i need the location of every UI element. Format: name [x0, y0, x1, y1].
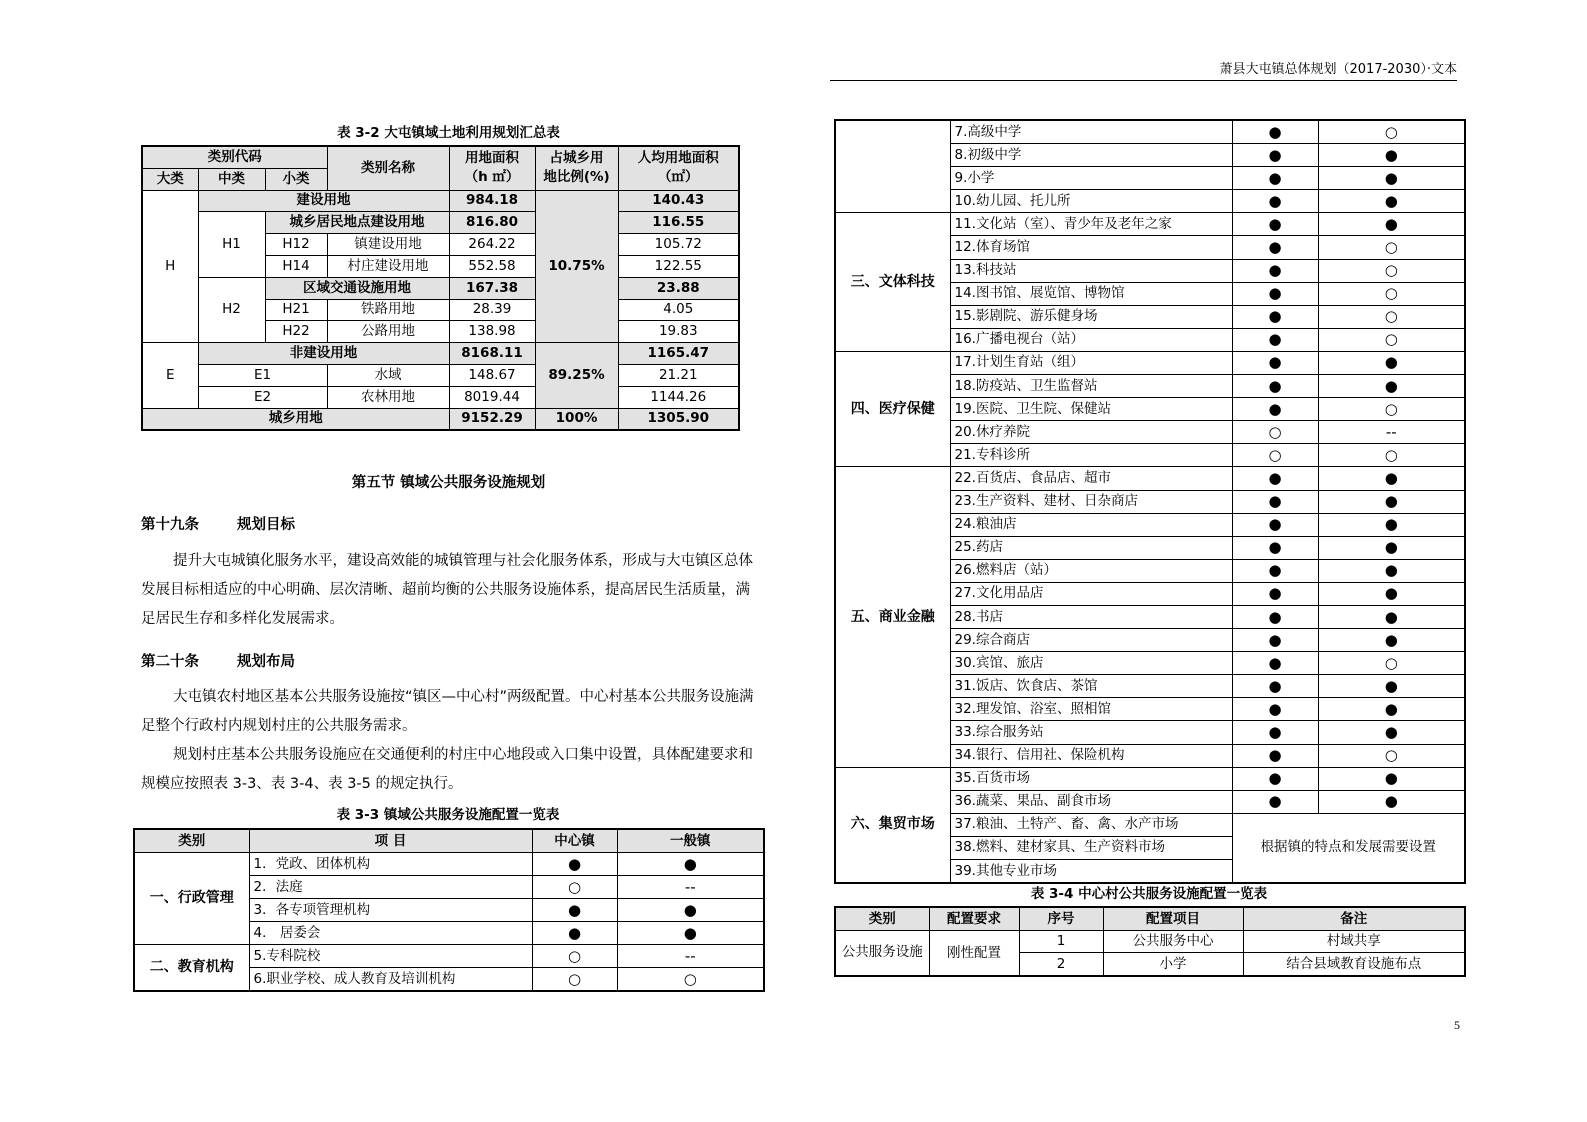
item-center: ●: [1232, 605, 1318, 628]
cell-total: 城乡用地: [142, 408, 449, 430]
item-general: ●: [617, 899, 764, 922]
th-ratio-label: 占城乡用: [549, 150, 604, 167]
item-name: 31.饭店、饮食店、茶馆: [950, 675, 1232, 698]
cell-E: E: [142, 343, 198, 408]
table-3-2-caption: 表 3-2 大屯镇域土地利用规划汇总表: [337, 125, 560, 141]
item-center: ●: [1232, 375, 1318, 398]
cell-H12-name: 镇建设用地: [327, 234, 449, 256]
item-general: ○: [1318, 328, 1465, 351]
item-name: 5.专科院校: [249, 945, 532, 968]
cell-H21: H21: [265, 299, 327, 321]
th-mid: 中类: [198, 168, 265, 190]
cell-total-area: 9152.29: [449, 408, 535, 430]
item-name: 16.广播电视台（站）: [950, 328, 1232, 351]
item-general: ●: [1318, 559, 1465, 582]
cell-total-ratio: 100%: [535, 408, 618, 430]
cell-E1: E1: [198, 364, 327, 386]
th-no: 序号: [1019, 907, 1103, 930]
cell-quyu-per: 23.88: [618, 277, 739, 299]
item-name: 27.文化用品店: [950, 582, 1232, 605]
page-number: 5: [1454, 1018, 1460, 1032]
item-name: 30.宾馆、旅店: [950, 652, 1232, 675]
item-center: ○: [532, 876, 617, 899]
item-center: ●: [1232, 213, 1318, 236]
th-minor: 小类: [265, 168, 327, 190]
item-name: 26.燃料店（站）: [950, 559, 1232, 582]
item-name: 3．各专项管理机构: [249, 899, 532, 922]
th-per: [618, 146, 739, 190]
article-20-title: 规划布局: [237, 654, 295, 670]
th-item: 项 目: [249, 829, 532, 853]
item-general: ○: [1318, 282, 1465, 305]
cell-H1: H1: [198, 212, 265, 277]
cell-no: 1: [1019, 930, 1103, 953]
item-center: ●: [1232, 675, 1318, 698]
cell-E2-area: 8019.44: [449, 386, 535, 408]
cell-H: H: [142, 190, 198, 343]
item-center: ●: [1232, 282, 1318, 305]
th-area-label: 用地面积: [465, 150, 520, 167]
cell-ratio-E: 89.25%: [535, 343, 618, 408]
item-name: 20.休疗养院: [950, 421, 1232, 444]
cell-H22-name: 公路用地: [327, 321, 449, 343]
item-general: ●: [1318, 536, 1465, 559]
cell-ratio-H: 10.75%: [535, 190, 618, 343]
item-center: ●: [1232, 467, 1318, 490]
item-name: 33.综合服务站: [950, 721, 1232, 744]
cell-req: 刚性配置: [929, 930, 1019, 976]
item-name: 15.影剧院、游乐健身场: [950, 305, 1232, 328]
item-general: ●: [1318, 629, 1465, 652]
cell-feijianshe: 非建设用地: [198, 343, 449, 365]
article-20: [141, 650, 295, 671]
cat-culture: 三、文体科技: [835, 213, 950, 352]
item-general: ○: [1318, 652, 1465, 675]
item-center: ●: [1232, 721, 1318, 744]
cell-feijianshe-area: 8168.11: [449, 343, 535, 365]
item-center: ●: [1232, 698, 1318, 721]
item-general: ●: [1318, 582, 1465, 605]
item-name: 23.生产资料、建材、日杂商店: [950, 490, 1232, 513]
cell-H21-name: 铁路用地: [327, 299, 449, 321]
cell-item: 公共服务中心: [1103, 930, 1243, 953]
cat-market: 六、集贸市场: [835, 767, 950, 883]
item-general: ●: [1318, 675, 1465, 698]
item-name: 12.体育场馆: [950, 236, 1232, 259]
cell-H14-name: 村庄建设用地: [327, 255, 449, 277]
item-name: 34.银行、信用社、保险机构: [950, 744, 1232, 767]
item-general: ●: [617, 922, 764, 945]
item-center: ●: [1232, 513, 1318, 536]
cell-H14-per: 122.55: [618, 255, 739, 277]
item-general: --: [1318, 421, 1465, 444]
cat-education-cont: [835, 120, 950, 213]
item-center: ○: [532, 945, 617, 968]
cell-H12: H12: [265, 234, 327, 256]
item-general: ●: [1318, 190, 1465, 213]
th-general: 一般镇: [617, 829, 764, 853]
paragraph-2: 大屯镇农村地区基本公共服务设施按“镇区—中心村”两级配置。中心村基本公共服务设施满足整个行政村内规划村庄的公共服务需求。: [141, 689, 754, 734]
item-center: ●: [1232, 328, 1318, 351]
item-general: --: [617, 945, 764, 968]
item-name: 24.粮油店: [950, 513, 1232, 536]
item-center: ●: [532, 853, 617, 876]
item-name: 32.理发馆、浴室、照相馆: [950, 698, 1232, 721]
item-name: 19.医院、卫生院、保健站: [950, 398, 1232, 421]
cell-note: 村域共享: [1243, 930, 1465, 953]
th-ratio: [535, 146, 618, 190]
item-general: ●: [1318, 721, 1465, 744]
item-center: ●: [1232, 305, 1318, 328]
item-general: ●: [1318, 213, 1465, 236]
item-general: ○: [1318, 259, 1465, 282]
cell-E1-name: 水域: [327, 364, 449, 386]
item-name: 18.防疫站、卫生监督站: [950, 375, 1232, 398]
item-center: ●: [1232, 767, 1318, 790]
item-center: ●: [1232, 490, 1318, 513]
item-general: ○: [1318, 744, 1465, 767]
cell-E2: E2: [198, 386, 327, 408]
item-center: ●: [1232, 351, 1318, 374]
table-3-2: [141, 145, 740, 431]
th-center: 中心镇: [532, 829, 617, 853]
item-name: 7.高级中学: [950, 120, 1232, 144]
item-general: ●: [1318, 605, 1465, 628]
item-general: ●: [1318, 513, 1465, 536]
cell-jm-area: 816.80: [449, 212, 535, 234]
item-center: ●: [532, 922, 617, 945]
item-name: 25.药店: [950, 536, 1232, 559]
cell-note: 结合县域教育设施布点: [1243, 953, 1465, 976]
th-note: 备注: [1243, 907, 1465, 930]
item-name: 9.小学: [950, 167, 1232, 190]
paragraph-3: 规划村庄基本公共服务设施应在交通便利的村庄中心地段或入口集中设置，具体配建要求和规模应按照表 3-3、表 3-4、表 3-5 的规定执行。: [141, 747, 753, 792]
item-name: 37.粮油、土特产、畜、禽、水产市场: [950, 813, 1232, 836]
item-general: ○: [1318, 236, 1465, 259]
item-center: ●: [1232, 790, 1318, 813]
item-name: 21.专科诊所: [950, 444, 1232, 467]
item-name: 39.其他专业市场: [950, 860, 1232, 884]
th-per-unit: （㎡）: [658, 169, 699, 186]
cell-no: 2: [1019, 953, 1103, 976]
item-name: 6.职业学校、成人教育及培训机构: [249, 968, 532, 992]
paragraph-1: 提升大屯城镇化服务水平，建设高效能的城镇管理与社会化服务体系，形成与大屯镇区总体发展目标相适应的中心明确、层次清晰、超前均衡的公共服务设施体系，提高居民生活质量，满足居民生存和多样化发展需求。: [141, 553, 753, 627]
item-general: --: [617, 876, 764, 899]
th-item: 配置项目: [1103, 907, 1243, 930]
article-20-num: 第二十条: [141, 654, 199, 670]
item-name: 14.图书馆、展览馆、博物馆: [950, 282, 1232, 305]
cell-E2-name: 农林用地: [327, 386, 449, 408]
cell-jianshe-area: 984.18: [449, 190, 535, 212]
header-rule: [830, 80, 1457, 81]
cell-H12-per: 105.72: [618, 234, 739, 256]
table-3-4: [834, 906, 1466, 977]
item-general: ●: [1318, 790, 1465, 813]
item-general: ●: [1318, 144, 1465, 167]
cell-H22-per: 19.83: [618, 321, 739, 343]
cell-item: 小学: [1103, 953, 1243, 976]
item-general: ○: [1318, 398, 1465, 421]
item-name: 36.蔬菜、果品、副食市场: [950, 790, 1232, 813]
cell-quyu: 区域交通设施用地: [265, 277, 449, 299]
th-code: 类别代码: [142, 146, 327, 168]
section-title: 第五节 镇域公共服务设施规划: [351, 475, 546, 491]
cell-H22: H22: [265, 321, 327, 343]
cell-quyu-area: 167.38: [449, 277, 535, 299]
cell-H21-per: 4.05: [618, 299, 739, 321]
item-center: ○: [532, 968, 617, 992]
item-general: ○: [1318, 305, 1465, 328]
table-3-3-continued: [834, 119, 1466, 884]
cell-E1-area: 148.67: [449, 364, 535, 386]
cell-jm: 城乡居民地点建设用地: [265, 212, 449, 234]
article-19: [141, 513, 295, 534]
item-name: 8.初级中学: [950, 144, 1232, 167]
item-center: ●: [1232, 259, 1318, 282]
th-area-unit: （h ㎡）: [464, 169, 520, 186]
cell-H14: H14: [265, 255, 327, 277]
item-center: ●: [1232, 144, 1318, 167]
item-name: 1．党政、团体机构: [249, 853, 532, 876]
item-center: ●: [1232, 652, 1318, 675]
th-cat: 类别: [134, 829, 249, 853]
item-center: ●: [1232, 559, 1318, 582]
item-name: 13.科技站: [950, 259, 1232, 282]
item-name: 11.文化站（室）、青少年及老年之家: [950, 213, 1232, 236]
th-name: 类别名称: [327, 146, 449, 190]
item-general: ●: [1318, 167, 1465, 190]
item-general: ○: [1318, 444, 1465, 467]
cell-feijianshe-per: 1165.47: [618, 343, 739, 365]
th-major: 大类: [142, 168, 198, 190]
table-3-4-caption: 表 3-4 中心村公共服务设施配置一览表: [1030, 886, 1268, 902]
item-general: ●: [1318, 767, 1465, 790]
item-name: 17.计划生育站（组）: [950, 351, 1232, 374]
item-name: 28.书店: [950, 605, 1232, 628]
item-name: 35.百货市场: [950, 767, 1232, 790]
item-center: ○: [1232, 421, 1318, 444]
cell-jm-per: 116.55: [618, 212, 739, 234]
item-name: 4． 居委会: [249, 922, 532, 945]
cat-medical: 四、医疗保健: [835, 351, 950, 466]
th-req: 配置要求: [929, 907, 1019, 930]
item-general: ●: [1318, 351, 1465, 374]
cat-education: 二、教育机构: [134, 945, 249, 992]
cell-E1-per: 21.21: [618, 364, 739, 386]
th-area: [449, 146, 535, 190]
item-general: ●: [1318, 698, 1465, 721]
item-name: 10.幼儿园、托儿所: [950, 190, 1232, 213]
item-general: ○: [1318, 120, 1465, 144]
item-name: 22.百货店、食品店、超市: [950, 467, 1232, 490]
item-center: ●: [1232, 167, 1318, 190]
article-19-num: 第十九条: [141, 517, 199, 533]
item-center: ●: [532, 899, 617, 922]
market-note: 根据镇的特点和发展需要设置: [1232, 813, 1465, 883]
cell-H14-area: 552.58: [449, 255, 535, 277]
cell-cat: 公共服务设施: [835, 930, 929, 976]
item-general: ●: [1318, 375, 1465, 398]
item-center: ●: [1232, 236, 1318, 259]
item-center: ○: [1232, 444, 1318, 467]
cat-commerce: 五、商业金融: [835, 467, 950, 767]
cell-H12-area: 264.22: [449, 234, 535, 256]
cell-H21-area: 28.39: [449, 299, 535, 321]
table-3-3: [133, 828, 765, 992]
cell-total-per: 1305.90: [618, 408, 739, 430]
item-general: ●: [1318, 490, 1465, 513]
item-center: ●: [1232, 398, 1318, 421]
th-cat: 类别: [835, 907, 929, 930]
th-per-label: 人均用地面积: [637, 150, 719, 167]
item-center: ●: [1232, 536, 1318, 559]
running-header: 萧县大屯镇总体规划（2017-2030）·文本: [1219, 62, 1457, 77]
cat-admin: 一、行政管理: [134, 853, 249, 945]
table-3-3-caption: 表 3-3 镇域公共服务设施配置一览表: [336, 807, 560, 823]
item-center: ●: [1232, 744, 1318, 767]
item-general: ●: [617, 853, 764, 876]
item-center: ●: [1232, 120, 1318, 144]
item-name: 38.燃料、建材家具、生产资料市场: [950, 836, 1232, 859]
item-general: ●: [1318, 467, 1465, 490]
cell-jianshe-per: 140.43: [618, 190, 739, 212]
cell-E2-per: 1144.26: [618, 386, 739, 408]
item-general: ○: [617, 968, 764, 992]
th-ratio-label-2: 地比例(%): [543, 169, 610, 186]
cell-jianshe: 建设用地: [198, 190, 449, 212]
item-name: 2．法庭: [249, 876, 532, 899]
item-name: 29.综合商店: [950, 629, 1232, 652]
item-center: ●: [1232, 629, 1318, 652]
cell-H22-area: 138.98: [449, 321, 535, 343]
article-19-title: 规划目标: [237, 517, 295, 533]
item-center: ●: [1232, 190, 1318, 213]
item-center: ●: [1232, 582, 1318, 605]
cell-H2: H2: [198, 277, 265, 342]
